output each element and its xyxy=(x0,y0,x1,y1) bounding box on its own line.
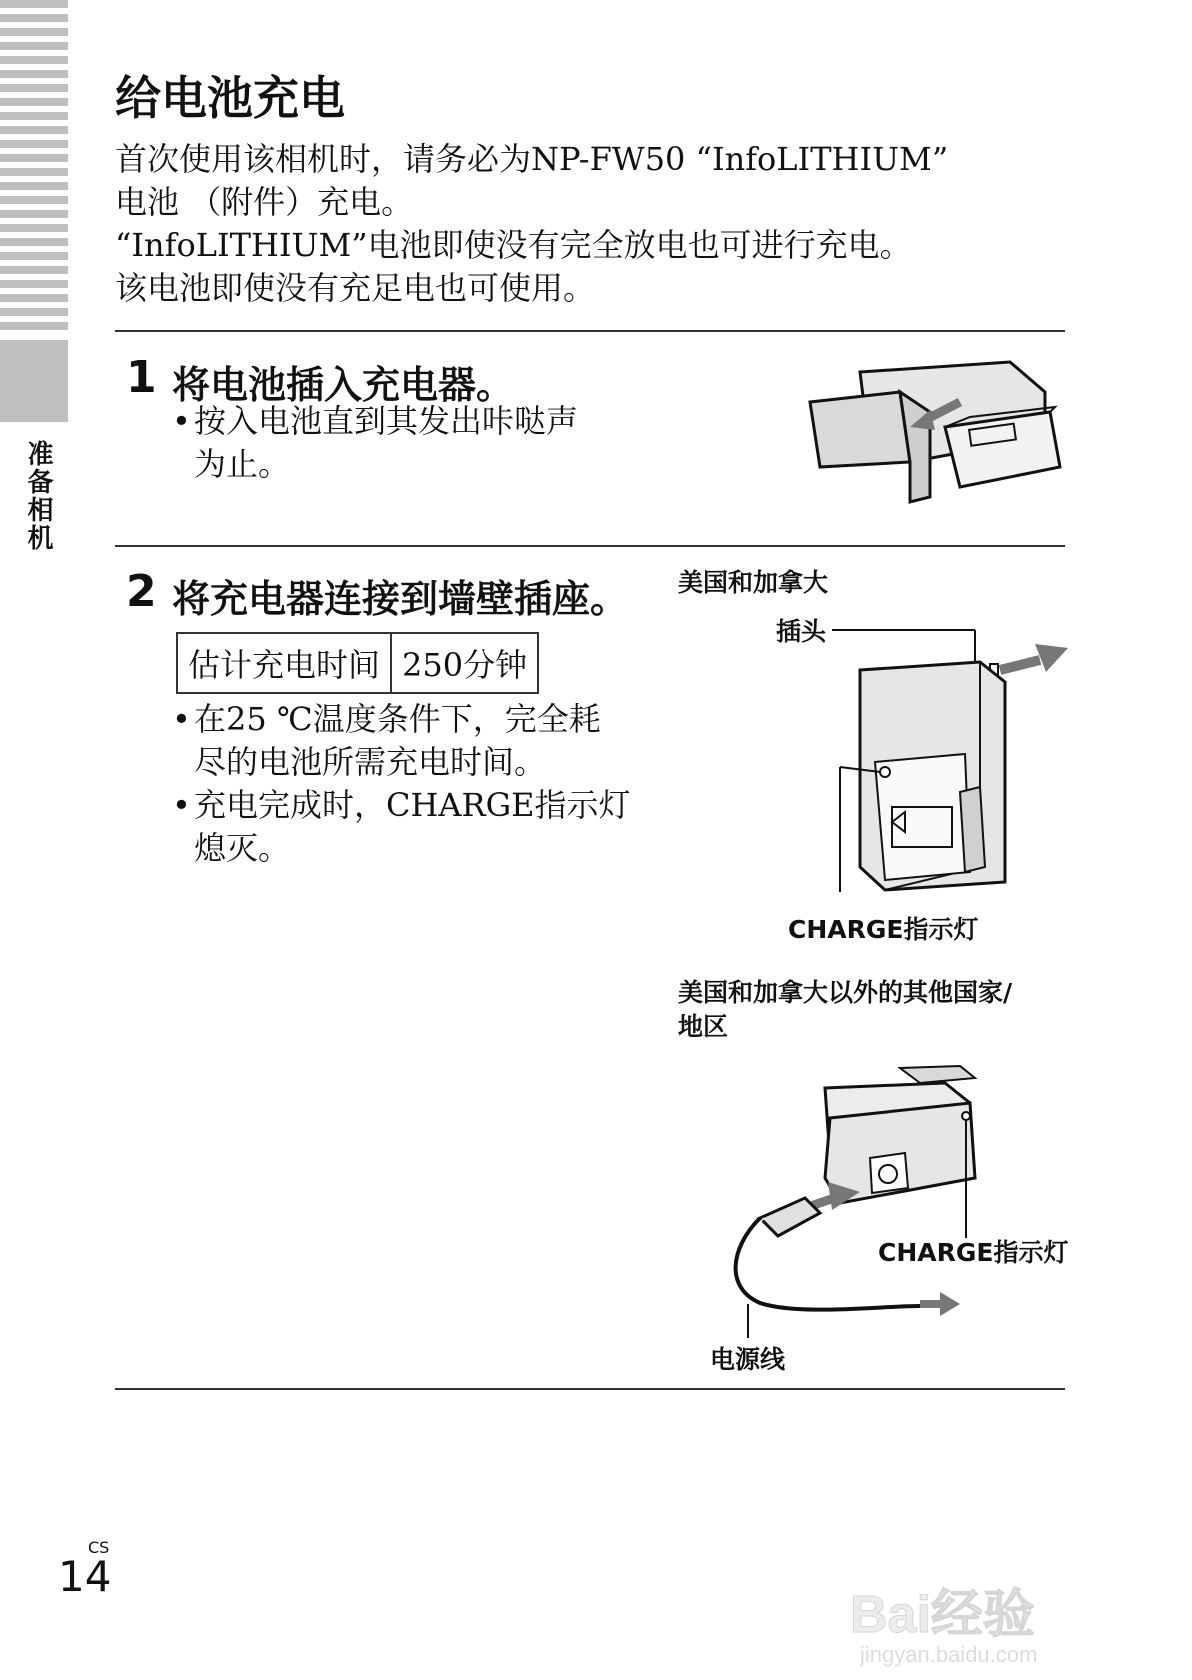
power-cord-label: 电源线 xyxy=(710,1345,786,1374)
region-other-label: 美国和加拿大以外的其他国家/ 地区 xyxy=(678,978,1013,1041)
plug-label: 插头 xyxy=(776,617,827,646)
intro-text xyxy=(115,138,1075,310)
step-2-heading: 将充电器连接到墙壁插座。 xyxy=(172,577,629,621)
charge-indicator-label: CHARGE指示灯 xyxy=(788,915,979,944)
step-2-number: 2 xyxy=(126,566,157,617)
divider xyxy=(115,1388,1065,1390)
svg-text:jingyan.baidu.com: jingyan.baidu.com xyxy=(860,1642,1038,1667)
intro-line: “InfoLITHIUM”电池即使没有完全放电也可进行充电。 xyxy=(115,226,912,264)
page-label: CS xyxy=(88,1538,110,1557)
bullet-dot: • xyxy=(172,700,191,738)
page-number: 14 xyxy=(58,1552,112,1601)
step-1-bullets xyxy=(172,400,672,486)
intl-charger-illustration xyxy=(720,1048,1080,1348)
page-title: 给电池充电 xyxy=(115,71,345,125)
step-2-bullets xyxy=(172,698,682,870)
bullet-item: • 充电完成时，CHARGE指示灯 熄灭。 xyxy=(172,786,631,867)
step-1-number: 1 xyxy=(126,352,157,403)
table-cell-value: 250分钟 xyxy=(391,633,538,693)
baidu-watermark-logo xyxy=(850,1580,1150,1670)
intro-line: 电池 （附件）充电。 xyxy=(115,183,414,221)
divider xyxy=(115,330,1065,332)
table-cell-label: 估计充电时间 xyxy=(177,633,391,693)
charge-indicator-label: CHARGE指示灯 xyxy=(878,1238,1069,1267)
bullet-item: • 按入电池直到其发出咔哒声 为止。 xyxy=(172,402,579,483)
battery-insert-illustration xyxy=(800,352,1070,512)
bullet-item: • 在25 ℃温度条件下，完全耗 尽的电池所需充电时间。 xyxy=(172,700,601,781)
bullet-dot: • xyxy=(172,402,191,440)
charge-time-table xyxy=(176,632,539,694)
side-tab-block xyxy=(0,340,68,422)
us-charger-illustration xyxy=(830,622,1070,902)
region-us-label: 美国和加拿大 xyxy=(678,568,829,597)
table-row xyxy=(177,633,538,693)
svg-text:Bai经验: Bai经验 xyxy=(850,1586,1035,1644)
bullet-dot: • xyxy=(172,786,191,824)
divider xyxy=(115,545,1065,547)
section-tab-label: 准备相机 xyxy=(23,440,53,552)
intro-line: 首次使用该相机时，请务必为NP-FW50 “InfoLITHIUM” xyxy=(115,140,949,178)
step-1-heading: 将电池插入充电器。 xyxy=(172,363,515,407)
intro-line: 该电池即使没有充足电也可使用。 xyxy=(115,269,596,307)
